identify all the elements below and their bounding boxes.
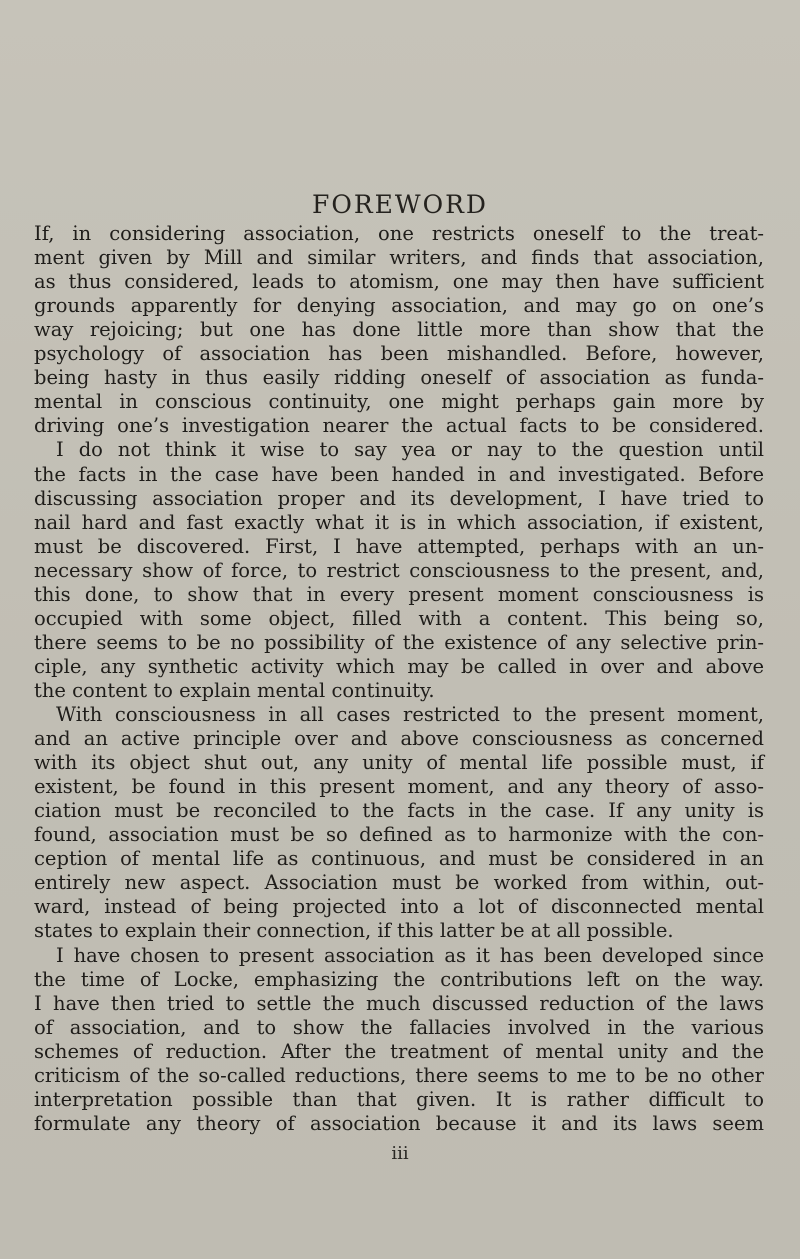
- text-line: driving one’s investigation nearer the actual facts to be considered.: [34, 414, 764, 438]
- text-line: of association, and to show the fallacies involved in the various: [34, 1015, 764, 1039]
- text-line: nail hard and fast exactly what it is in which association, if existent,: [34, 510, 764, 534]
- text-line: formulate any theory of association because it and its laws seem: [34, 1111, 764, 1135]
- text-line: occupied with some object, filled with a content. This being so,: [34, 606, 764, 630]
- text-line: ment given by Mill and similar writers, and finds that association,: [34, 246, 764, 270]
- text-line: found, association must be so defined as to harmonize with the con-: [34, 823, 764, 847]
- text-line: states to explain their connection, if this latter be at all possible.: [34, 919, 674, 943]
- page-number: iii: [391, 1143, 409, 1164]
- text-line: mental in conscious continuity, one might perhaps gain more by: [34, 390, 764, 414]
- text-line: I have then tried to settle the much discussed reduction of the laws: [34, 991, 764, 1015]
- text-line: ciple, any synthetic activity which may be called in over and above: [34, 654, 764, 678]
- chapter-heading: FOREWORD: [312, 190, 488, 219]
- text-line: as thus considered, leads to atomism, one may then have sufficient: [34, 270, 764, 294]
- text-line: schemes of reduction. After the treatment of mental unity and the: [34, 1039, 764, 1063]
- text-line: existent, be found in this present moment, and any theory of asso-: [34, 775, 764, 799]
- text-line: interpretation possible than that given. It is rather difficult to: [34, 1087, 764, 1111]
- text-line: necessary show of force, to restrict consciousness to the present, and,: [34, 558, 764, 582]
- text-line: ception of mental life as continuous, and must be considered in an: [34, 847, 764, 871]
- text-line: ciation must be reconciled to the facts in the case. If any unity is: [34, 799, 764, 823]
- text-line: If, in considering association, one restricts oneself to the treat-: [34, 222, 764, 245]
- text-line: With consciousness in all cases restricted to the present moment,: [56, 703, 764, 726]
- text-line: I have chosen to present association as it has been developed since: [56, 943, 764, 967]
- text-line: there seems to be no possibility of the existence of any selective prin-: [34, 630, 764, 654]
- text-line: the time of Locke, emphasizing the contributions left on the way.: [34, 967, 764, 991]
- text-line: I do not think it wise to say yea or nay to the question until: [56, 438, 764, 462]
- text-line: ward, instead of being projected into a lot of disconnected mental: [34, 895, 764, 919]
- text-line: being hasty in thus easily ridding oneself of association as funda-: [34, 366, 764, 390]
- text-line: entirely new aspect. Association must be worked from within, out-: [34, 871, 764, 895]
- text-line: must be discovered. First, I have attempted, perhaps with an un-: [34, 534, 764, 558]
- text-line: with its object shut out, any unity of mental life possible must, if: [34, 751, 764, 775]
- text-line: the content to explain mental continuity.: [34, 678, 435, 702]
- text-line: grounds apparently for denying association, and may go on one’s: [34, 294, 764, 318]
- text-line: discussing association proper and its development, I have tried to: [34, 486, 764, 510]
- text-line: criticism of the so-called reductions, there seems to me to be no other: [34, 1063, 764, 1087]
- text-line: and an active principle over and above consciousness as concerned: [34, 727, 764, 751]
- text-line: this done, to show that in every present moment consciousness is: [34, 582, 764, 606]
- text-line: the facts in the case have been handed in and investigated. Before: [34, 462, 764, 486]
- text-line: psychology of association has been mishandled. Before, however,: [34, 342, 764, 366]
- text-line: way rejoicing; but one has done little more than show that the: [34, 318, 764, 342]
